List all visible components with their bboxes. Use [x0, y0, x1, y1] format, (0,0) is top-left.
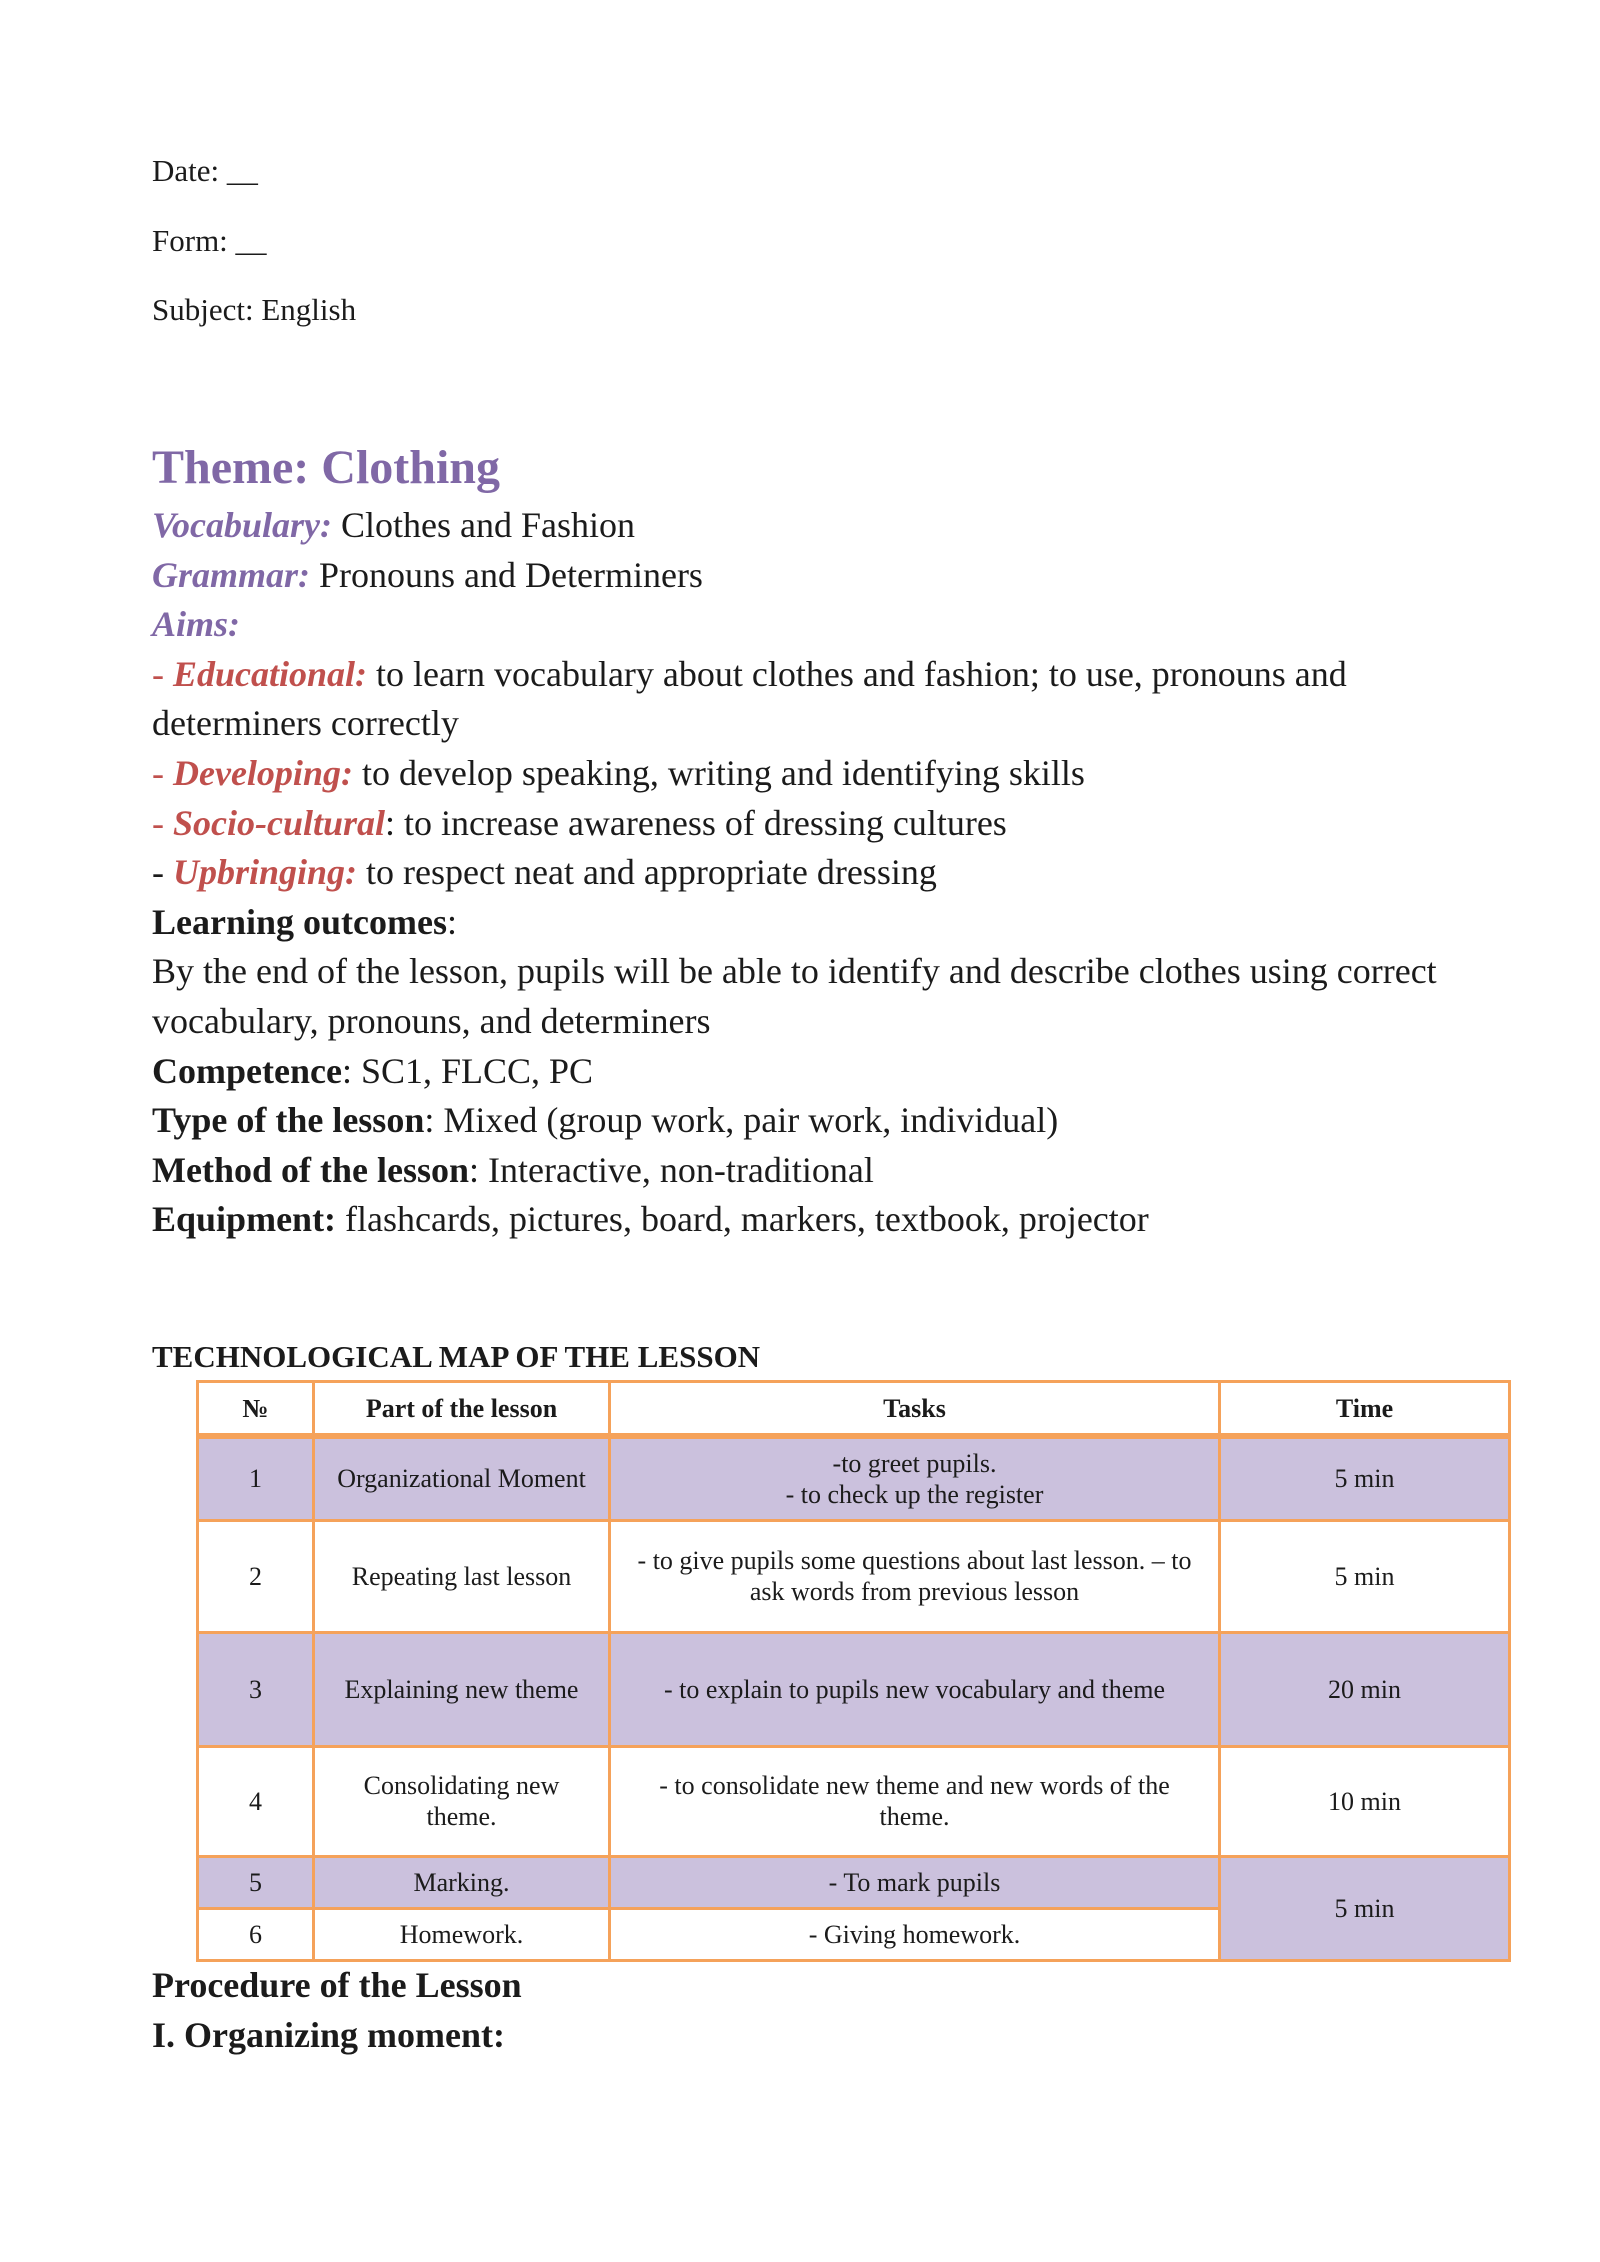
lesson-plan-body — [152, 435, 1482, 1245]
row-time: 10 min — [1220, 1746, 1510, 1856]
aim-sociocultural-text: : to increase awareness of dressing cultures — [385, 802, 1007, 843]
header-time: Time — [1220, 1382, 1510, 1437]
row-number: 6 — [198, 1908, 314, 1960]
aim-developing-text: to develop speaking, writing and identifying skills — [352, 752, 1085, 793]
aim-sociocultural: - Socio-cultural: to increase awareness of dressing cultures — [152, 802, 1007, 843]
row-time: 5 min — [1220, 1520, 1510, 1632]
row-part: Homework. — [314, 1908, 610, 1960]
theme-title: Theme: Clothing — [152, 441, 500, 494]
aim-upbringing: - Upbringing: to respect neat and appropriate dressing — [152, 852, 937, 893]
aim-developing-label: Developing: — [173, 752, 353, 793]
type-value: : Mixed (group work, pair work, individual) — [424, 1100, 1059, 1141]
table-row — [198, 1746, 1510, 1856]
table-row — [198, 1632, 1510, 1746]
row-number: 2 — [198, 1520, 314, 1632]
outcomes-heading: Learning outcomes: — [152, 901, 457, 942]
procedure-title: Procedure of the Lesson — [152, 1965, 522, 2005]
row-time: 5 min — [1220, 1856, 1510, 1960]
vocabulary-value: Clothes and Fashion — [332, 505, 635, 545]
row-tasks: - to explain to pupils new vocabulary and theme — [610, 1632, 1220, 1746]
table-row — [198, 1856, 1510, 1908]
row-tasks: - To mark pupils — [610, 1856, 1220, 1908]
header-tasks: Tasks — [610, 1382, 1220, 1437]
type-line — [152, 1096, 1482, 1146]
equipment-value: flashcards, pictures, board, markers, textbook, projector — [336, 1199, 1149, 1240]
technological-map-table — [196, 1380, 1511, 1962]
date-line: Date: __ — [152, 153, 258, 188]
grammar-line — [152, 551, 1482, 601]
header-part: Part of the lesson — [314, 1382, 610, 1437]
aims-line — [152, 600, 1482, 650]
row-tasks: - to give pupils some questions about last lesson. – to ask words from previous lesson — [610, 1520, 1220, 1632]
row-part: Explaining new theme — [314, 1632, 610, 1746]
vocabulary-label: Vocabulary: — [152, 505, 332, 545]
equipment-line — [152, 1195, 1482, 1245]
row-part: Organizational Moment — [314, 1436, 610, 1520]
outcomes-label: Learning outcomes — [152, 901, 447, 942]
row-part: Consolidating new theme. — [314, 1746, 610, 1856]
row-part: Marking. — [314, 1856, 610, 1908]
row-part: Repeating last lesson — [314, 1520, 610, 1632]
type-label: Type of the lesson — [152, 1100, 425, 1141]
table-row — [198, 1436, 1510, 1520]
row-number: 1 — [198, 1436, 314, 1520]
aim-educational-text: to learn vocabulary about clothes and fashion; to use, pronouns and determiners correctly — [152, 653, 1347, 744]
aims-label: Aims: — [152, 604, 241, 645]
row-time: 5 min — [1220, 1436, 1510, 1520]
method-value: : Interactive, non-traditional — [469, 1149, 874, 1190]
row-task-line: -to greet pupils. — [832, 1448, 997, 1478]
table-header-row — [198, 1382, 1510, 1437]
aim-educational-label: Educational: — [173, 653, 368, 694]
competence-value: : SC1, FLCC, PC — [341, 1050, 594, 1091]
row-task-line: - to check up the register — [785, 1479, 1044, 1509]
method-line — [152, 1146, 1482, 1196]
grammar-value: Pronouns and Determiners — [310, 554, 703, 595]
row-tasks: - Giving homework. — [610, 1908, 1220, 1960]
competence-line — [152, 1047, 1482, 1097]
form-line: Form: __ — [152, 223, 267, 258]
aim-upbringing-label: Upbringing: — [173, 852, 358, 893]
organizing-moment-heading: I. Organizing moment: — [152, 2015, 505, 2055]
aim-upbringing-text: to respect neat and appropriate dressing — [357, 852, 937, 893]
row-time: 20 min — [1220, 1632, 1510, 1746]
competence-label: Competence — [152, 1050, 342, 1091]
procedure-section — [152, 1960, 522, 2060]
aim-developing: - Developing: to develop speaking, writing and identifying skills — [152, 752, 1085, 793]
subject-line: Subject: English — [152, 292, 357, 327]
equipment-label: Equipment: — [152, 1199, 337, 1240]
header-number: № — [198, 1382, 314, 1437]
technological-map-title: TECHNOLOGICAL MAP OF THE LESSON — [152, 1339, 761, 1374]
grammar-label: Grammar: — [152, 554, 311, 595]
row-number: 4 — [198, 1746, 314, 1856]
row-number: 3 — [198, 1632, 314, 1746]
outcomes-text: By the end of the lesson, pupils will be able to identify and describe clothes using correct vocabulary, pronouns, and determiners — [152, 951, 1437, 1041]
row-number: 5 — [198, 1856, 314, 1908]
method-label: Method of the lesson — [152, 1149, 469, 1190]
aim-educational: - Educational: to learn vocabulary about clothes and fashion; to use, pronouns and determiners correctly — [152, 653, 1347, 744]
table-row — [198, 1520, 1510, 1632]
aim-sociocultural-label: Socio-cultural — [173, 802, 386, 843]
row-tasks — [610, 1436, 1220, 1520]
row-tasks: - to consolidate new theme and new words of the theme. — [610, 1746, 1220, 1856]
vocabulary-line — [152, 501, 1482, 551]
